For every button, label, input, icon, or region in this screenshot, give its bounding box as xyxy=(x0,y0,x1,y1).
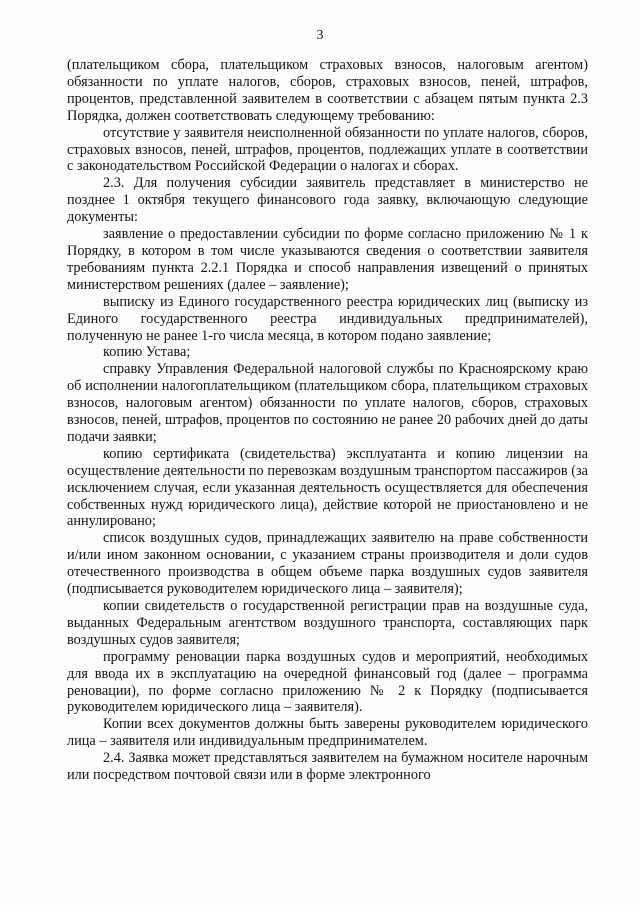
paragraph-clause-2-4: 2.4. Заявка может представляться заявителем на бумажном носителе нарочным или посредством почтовой связи или в форме электронного xyxy=(67,750,588,784)
paragraph-copies-certification: Копии всех документов должны быть заверены руководителем юридического лица – заявителя или индивидуальным предпринимателем. xyxy=(67,716,588,750)
paragraph-requirement: отсутствие у заявителя неисполненной обязанности по уплате налогов, сборов, страховых взносов, пеней, штрафов, процентов, подлежащих уплате в соответствии с законодательством Российской Федерации о налогах и сборах. xyxy=(67,124,588,175)
list-item-operator-certificate: копию сертификата (свидетельства) эксплуатанта и копию лицензии на осуществление деятельности по перевозкам воздушным транспортом пассажиров (за исключением случая, если указанная деятельность осуществляется для обеспечения собственных нужд юридического лица), действие которой не приостановлено и не аннулировано; xyxy=(67,445,588,530)
paragraph-clause-2-3: 2.3. Для получения субсидии заявитель представляет в министерство не позднее 1 октября текущего финансового года заявку, включающую следующие документы: xyxy=(67,175,588,226)
list-item-registration-certificates: копии свидетельств о государственной регистрации прав на воздушные суда, выданных Федеральным агентством воздушного транспорта, составляющих парк воздушных судов заявителя; xyxy=(67,598,588,648)
paragraph-continuation: (плательщиком сбора, плательщиком страховых взносов, налоговым агентом) обязанности по уплате налогов, сборов, страховых взносов, пеней, штрафов, процентов, представленной заявителем в соответствии с абзацем пятым пункта 2.3 Порядка, должен соответствовать следующему требованию: xyxy=(67,57,588,124)
list-item-registry-extract: выписку из Единого государственного реестра юридических лиц (выписку из Единого государственного реестра индивидуальных предпринимателей), полученную не ранее 1-го числа месяца, в котором подано заявление; xyxy=(67,293,588,344)
list-item-application: заявление о предоставлении субсидии по форме согласно приложению № 1 к Порядку, в котором в том числе указываются сведения о соответствии заявителя требованиям пункта 2.2.1 Порядка и способ направления извещений о принятых министерством решениях (далее – заявление); xyxy=(67,226,588,293)
page-number: 3 xyxy=(316,28,324,43)
list-item-tax-certificate: справку Управления Федеральной налоговой службы по Красноярскому краю об исполнении налогоплательщиком (плательщиком сбора, плательщиком страховых взносов, налоговым агентом) обязанности по уплате налогов, сборов, страховых взносов, пеней, штрафов, процентов по состоянию не ранее 20 рабочих дней до даты подачи заявки; xyxy=(67,361,588,445)
list-item-charter-copy: копию Устава; xyxy=(103,344,191,361)
list-item-renovation-program: программу реновации парка воздушных судов и мероприятий, необходимых для ввода их в эксплуатацию на очередной финансовый год (далее – программа реновации), по форме согласно приложению № 2 к Порядку (подписывается руководителем юридического лица – заявителя). xyxy=(67,648,588,716)
document-body xyxy=(67,57,588,784)
list-item-aircraft-list: список воздушных судов, принадлежащих заявителю на праве собственности и/или ином законном основании, с указанием страны производителя и доли судов отечественного производства в общем объеме парка воздушных судов заявителя (подписывается руководителем юридического лица – заявителя); xyxy=(67,530,588,598)
